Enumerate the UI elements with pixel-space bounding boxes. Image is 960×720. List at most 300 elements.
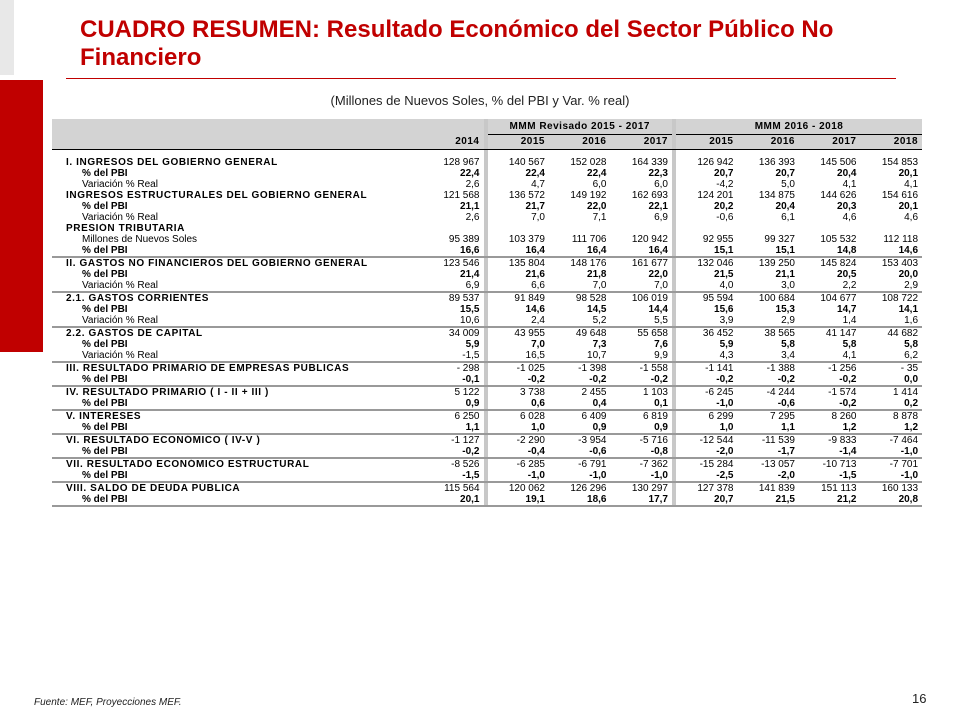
table-cell: 126 942 (697, 157, 734, 168)
table-row (52, 223, 922, 234)
table-cell: 15,6 (714, 304, 734, 315)
table-row (52, 292, 922, 304)
table-cell: 120 062 (508, 483, 545, 494)
row-label: % del PBI (82, 304, 128, 315)
table-cell: 3,9 (676, 315, 738, 327)
table-cell: 7,0 (549, 280, 611, 292)
table-cell: 0,6 (488, 398, 550, 410)
table-cell: 15,1 (738, 245, 800, 257)
table-cell: 20,8 (861, 494, 923, 506)
table-cell: -1 141 (705, 363, 734, 374)
table-cell: 6,9 (654, 212, 668, 223)
table-cell: 14,4 (648, 304, 668, 315)
table-cell: 4,1 (799, 350, 861, 362)
table-cell: 1,4 (799, 315, 861, 327)
table-cell: 22,0 (587, 201, 607, 212)
table-cell: 154 616 (881, 190, 919, 201)
table-cell: 144 626 (820, 190, 857, 201)
table-cell (611, 223, 673, 234)
table-cell: 115 564 (444, 483, 480, 494)
table-cell: 15,5 (460, 304, 480, 315)
row-label: IV. RESULTADO PRIMARIO ( I - II + III ) (66, 387, 269, 398)
table-cell: 20,4 (837, 168, 857, 179)
table-cell: 44 682 (887, 328, 919, 339)
table-cell: 0,4 (549, 398, 611, 410)
table-cell: -1 388 (766, 363, 795, 374)
table-cell: 20,1 (898, 201, 919, 212)
table-cell: -0,8 (611, 446, 673, 458)
row-label: % del PBI (52, 470, 422, 482)
table-cell: 5,9 (465, 339, 480, 350)
table-cell: 99 327 (764, 234, 795, 245)
table-subtitle: (Millones de Nuevos Soles, % del PBI y Var. % real) (330, 93, 630, 108)
top-decor-strip (0, 0, 14, 75)
year-header: 2014 (422, 134, 484, 149)
table-cell: 0,2 (861, 398, 923, 410)
table-cell: 145 506 (820, 157, 857, 168)
table-cell: -0,6 (738, 398, 800, 410)
table-cell: 152 028 (570, 157, 607, 168)
table-cell: 7,3 (592, 339, 607, 350)
table-cell: - 35 (900, 363, 919, 374)
row-label: II. GASTOS NO FINANCIEROS DEL GOBIERNO GENERAL (66, 258, 368, 269)
table-cell: 18,6 (549, 494, 611, 506)
table-cell: -2,0 (738, 470, 800, 482)
table-cell: 20,1 (898, 168, 919, 179)
table-cell: 3,0 (738, 280, 800, 292)
table-cell: - 298 (456, 363, 480, 374)
table-cell: 6,9 (422, 280, 484, 292)
table-cell: 34 009 (448, 328, 480, 339)
table-cell: 4,6 (842, 212, 857, 223)
table-cell: 2,2 (799, 280, 861, 292)
table-row (52, 458, 922, 470)
table-row (52, 339, 922, 350)
table-cell: 14,8 (799, 245, 861, 257)
table-cell: 5,9 (719, 339, 734, 350)
table-row (52, 374, 922, 386)
table-cell: -1,0 (861, 470, 923, 482)
table-cell: 3 738 (519, 387, 545, 398)
table-body (52, 157, 922, 506)
table-cell: 21,4 (460, 269, 480, 280)
table-cell: -1 398 (578, 363, 607, 374)
table-cell: -1,4 (799, 446, 861, 458)
table-cell: 7 295 (769, 411, 795, 422)
year-header: 2015 (676, 134, 738, 149)
table-cell: 111 706 (571, 234, 607, 245)
table-cell: 6,1 (781, 212, 795, 223)
table-cell: 2,9 (861, 280, 923, 292)
table-cell: 1,2 (799, 422, 861, 434)
table-cell: -1,7 (738, 446, 800, 458)
row-label: % del PBI (82, 168, 128, 179)
table-cell: -0,2 (549, 374, 611, 386)
row-label: % del PBI (52, 398, 422, 410)
table-cell: 21,5 (714, 269, 734, 280)
table-cell: 164 339 (631, 157, 668, 168)
table-cell: 130 297 (631, 483, 668, 494)
table-cell: -0,2 (738, 374, 800, 386)
table-cell: -4,2 (716, 179, 734, 190)
slide-title: CUADRO RESUMEN: Resultado Económico del Sector Público No Financiero (80, 16, 834, 71)
table-cell: 21,6 (525, 269, 545, 280)
table-cell: 0,1 (611, 398, 673, 410)
table-cell: 100 684 (758, 293, 795, 304)
table-cell (422, 223, 484, 234)
table-cell: 36 452 (702, 328, 734, 339)
table-cell: 15,3 (775, 304, 795, 315)
table-cell: 1,1 (738, 422, 800, 434)
table-row (52, 327, 922, 339)
table-cell: -8 526 (451, 459, 480, 470)
table-cell: 4,0 (676, 280, 738, 292)
row-label: % del PBI (82, 339, 128, 350)
table-cell: -1,0 (676, 398, 738, 410)
table-cell: 95 389 (448, 234, 480, 245)
table-cell: 1,0 (676, 422, 738, 434)
table-cell: 15,1 (676, 245, 738, 257)
year-header: 2017 (611, 134, 673, 149)
table-cell: -1,5 (422, 470, 484, 482)
table-cell: 89 537 (448, 293, 480, 304)
table-cell: 98 528 (575, 293, 607, 304)
table-row (52, 386, 922, 398)
table-cell: 6,6 (488, 280, 550, 292)
table-cell: 14,6 (861, 245, 923, 257)
row-label: 2.2. GASTOS DE CAPITAL (66, 328, 203, 339)
table-cell: 10,7 (549, 350, 611, 362)
table-row (52, 434, 922, 446)
table-cell: 4,7 (531, 179, 545, 190)
table-cell: 20,7 (676, 494, 738, 506)
row-label: % del PBI (52, 494, 422, 506)
table-cell: 3,4 (738, 350, 800, 362)
table-cell: -1 025 (516, 363, 545, 374)
table-cell: 20,4 (775, 201, 795, 212)
table-cell: 5,2 (549, 315, 611, 327)
header-blank (52, 134, 422, 149)
row-label: VI. RESULTADO ECONÓMICO ( IV-V ) (66, 435, 261, 446)
table-cell: -4 244 (766, 387, 795, 398)
table-cell: 49 648 (575, 328, 607, 339)
table-cell: 162 693 (631, 190, 668, 201)
table-cell: -1 256 (828, 363, 857, 374)
table-cell: 20,0 (898, 269, 919, 280)
table-cell: -0,2 (488, 374, 550, 386)
table-cell: -1,0 (549, 470, 611, 482)
table-cell: 41 147 (825, 328, 857, 339)
table-cell: -0,2 (799, 398, 861, 410)
table-cell: -6 791 (578, 459, 607, 470)
table-cell: 4,3 (676, 350, 738, 362)
table-cell: -0,2 (422, 446, 484, 458)
table-row (52, 269, 922, 280)
year-header: 2016 (738, 134, 800, 149)
table-row (52, 350, 922, 362)
table-cell: -1,5 (799, 470, 861, 482)
table-cell: 43 955 (514, 328, 545, 339)
table-cell: 20,3 (837, 201, 857, 212)
table-cell: 132 046 (697, 258, 734, 269)
row-label: V. INTERESES (66, 411, 142, 422)
table-cell: 136 572 (508, 190, 545, 201)
table-cell: 8 260 (831, 411, 857, 422)
table-cell: 141 839 (758, 483, 795, 494)
table-cell: 14,1 (898, 304, 919, 315)
table-cell: 6 299 (708, 411, 734, 422)
table-cell: 55 658 (637, 328, 668, 339)
table-cell: 10,6 (422, 315, 484, 327)
table-row (52, 398, 922, 410)
table-cell: 2,6 (465, 179, 480, 190)
table-cell: 153 403 (881, 258, 919, 269)
table-cell: 126 296 (570, 483, 607, 494)
table-row (52, 494, 922, 506)
table-row (52, 168, 922, 179)
table-cell: 5,0 (781, 179, 795, 190)
table-cell: 4,6 (904, 212, 919, 223)
page-number: 16 (912, 691, 927, 706)
table-cell: 7,0 (531, 339, 545, 350)
table-cell: 108 722 (881, 293, 919, 304)
row-label: Variación % Real (52, 280, 422, 292)
table-row (52, 482, 922, 494)
table-cell: 2,4 (488, 315, 550, 327)
row-label: % del PBI (52, 245, 422, 257)
row-label: Variación % Real (82, 212, 158, 223)
table-cell: -5 716 (639, 435, 668, 446)
table-cell: 0,0 (861, 374, 923, 386)
table-cell: 0,9 (549, 422, 611, 434)
table-cell: -0,2 (611, 374, 673, 386)
table-cell: -1 574 (828, 387, 857, 398)
table-cell: 6 819 (642, 411, 668, 422)
row-label: INGRESOS ESTRUCTURALES DEL GOBIERNO GENERAL (66, 190, 368, 201)
row-label: VII. RESULTADO ECONÓMICO ESTRUCTURAL (66, 459, 310, 470)
summary-table (52, 119, 922, 507)
table-cell: -0,1 (422, 374, 484, 386)
table-cell: 5,8 (904, 339, 919, 350)
table-cell: 92 955 (702, 234, 734, 245)
table-row (52, 315, 922, 327)
table-cell: 6 028 (519, 411, 545, 422)
table-cell: 20,7 (775, 168, 795, 179)
table-cell: 14,5 (587, 304, 607, 315)
table-cell: 2,9 (738, 315, 800, 327)
row-label: I. INGRESOS DEL GOBIERNO GENERAL (66, 157, 278, 168)
row-label: III. RESULTADO PRIMARIO DE EMPRESAS PÚBLICAS (66, 363, 350, 374)
table-row (52, 280, 922, 292)
table-row (52, 201, 922, 212)
table-cell: 103 379 (508, 234, 545, 245)
table-cell: 22,1 (648, 201, 668, 212)
table-row (52, 157, 922, 168)
table-cell: 128 967 (443, 157, 480, 168)
table-cell: -15 284 (699, 459, 734, 470)
table-cell: 5,8 (781, 339, 795, 350)
table-cell: 135 804 (508, 258, 545, 269)
row-label: 2.1. GASTOS CORRIENTES (66, 293, 210, 304)
table-cell: 124 201 (697, 190, 734, 201)
table-cell: 0,9 (611, 422, 673, 434)
row-label: % del PBI (52, 446, 422, 458)
table-cell: -7 701 (889, 459, 919, 470)
title-divider (66, 78, 896, 79)
table-cell: 21,7 (525, 201, 545, 212)
table-cell: -0,2 (676, 374, 738, 386)
table-cell: -0,6 (716, 212, 734, 223)
table-cell: 120 942 (631, 234, 668, 245)
group-header-mmm-revisado: MMM Revisado 2015 - 2017 (488, 119, 673, 134)
table-cell: -13 057 (761, 459, 795, 470)
table-row (52, 257, 922, 269)
table-row (52, 234, 922, 245)
year-header: 2016 (549, 134, 611, 149)
row-label: % del PBI (52, 374, 422, 386)
table-cell (549, 223, 611, 234)
table-cell: 148 176 (570, 258, 607, 269)
table-cell: -1,0 (611, 470, 673, 482)
table-cell: 1 414 (893, 387, 919, 398)
table-cell: 22,4 (525, 168, 545, 179)
table-cell: 21,5 (738, 494, 800, 506)
table-row (52, 422, 922, 434)
table-cell: 105 532 (820, 234, 857, 245)
table-cell: 14,6 (525, 304, 545, 315)
table-cell: 20,5 (837, 269, 857, 280)
spacer-row (52, 149, 922, 157)
red-accent-bar (0, 80, 43, 352)
table-cell: 1,0 (488, 422, 550, 434)
table-cell: 21,8 (587, 269, 607, 280)
table-cell: -0,6 (549, 446, 611, 458)
table-row (52, 179, 922, 190)
row-label: % del PBI (82, 201, 128, 212)
table-cell: -2 290 (516, 435, 545, 446)
table-cell: 16,4 (488, 245, 550, 257)
table-cell: 6 409 (581, 411, 607, 422)
table-cell: 8 878 (893, 411, 919, 422)
table-cell: -1,0 (488, 470, 550, 482)
table-cell: 106 019 (631, 293, 668, 304)
row-label: % del PBI (52, 422, 422, 434)
table-cell: -9 833 (828, 435, 857, 446)
table-cell: -10 713 (822, 459, 857, 470)
table-cell: 123 546 (443, 258, 480, 269)
table-cell: 20,7 (714, 168, 734, 179)
table-cell: 16,6 (422, 245, 484, 257)
table-cell: 16,4 (611, 245, 673, 257)
table-cell: 134 875 (758, 190, 795, 201)
table-cell: 121 568 (443, 190, 480, 201)
table-cell: 22,0 (648, 269, 668, 280)
group-header-mmm-2016: MMM 2016 - 2018 (676, 119, 922, 134)
table-cell: -6 285 (516, 459, 545, 470)
table-cell: 21,1 (775, 269, 795, 280)
table-cell: 154 853 (881, 157, 919, 168)
table-cell: 2,6 (465, 212, 480, 223)
table-cell: -2,0 (676, 446, 738, 458)
table-cell: 1,1 (422, 422, 484, 434)
table-row (52, 245, 922, 257)
table-cell: 20,1 (422, 494, 484, 506)
table-row (52, 362, 922, 374)
table-cell: 91 849 (514, 293, 545, 304)
row-label: Variación % Real (52, 315, 422, 327)
table-cell (738, 223, 800, 234)
table-cell: 1,6 (861, 315, 923, 327)
table-cell: 6,2 (861, 350, 923, 362)
table-cell: 160 133 (881, 483, 919, 494)
table-row (52, 410, 922, 422)
table-cell: 136 393 (758, 157, 795, 168)
year-header: 2017 (799, 134, 861, 149)
table-cell: 161 677 (631, 258, 668, 269)
table-cell: 17,7 (611, 494, 673, 506)
table-cell: -1 127 (451, 435, 480, 446)
header-blank (52, 119, 422, 134)
table-cell (488, 223, 550, 234)
table-cell: -11 539 (761, 435, 795, 446)
table-cell: 6,0 (592, 179, 607, 190)
table-cell: 7,0 (611, 280, 673, 292)
table-cell: 4,1 (904, 179, 919, 190)
table-cell: 5,8 (842, 339, 857, 350)
table-cell: -0,2 (799, 374, 861, 386)
table-cell: -1,0 (861, 446, 923, 458)
table-cell: 22,4 (587, 168, 607, 179)
table-cell: -1,5 (422, 350, 484, 362)
table-row (52, 304, 922, 315)
table-row (52, 212, 922, 223)
row-label: Variación % Real (52, 350, 422, 362)
row-label: Variación % Real (82, 179, 158, 190)
table-cell: -7 362 (639, 459, 668, 470)
table-cell: 20,2 (714, 201, 734, 212)
table-cell: 22,3 (648, 168, 668, 179)
table-cell: 14,7 (837, 304, 857, 315)
group-header-row (52, 119, 922, 134)
table-cell: 6,0 (654, 179, 668, 190)
table-cell: -12 544 (699, 435, 734, 446)
table-cell: -3 954 (578, 435, 607, 446)
table-cell: 139 250 (758, 258, 795, 269)
table-cell: 7,6 (654, 339, 668, 350)
table-cell: 21,1 (460, 201, 480, 212)
table-cell: 9,9 (611, 350, 673, 362)
table-row (52, 470, 922, 482)
table-cell: -7 464 (889, 435, 919, 446)
row-label: VIII. SALDO DE DEUDA PÚBLICA (66, 483, 241, 494)
table-cell (676, 223, 738, 234)
table-cell: 2 455 (581, 387, 607, 398)
table-cell: 19,1 (488, 494, 550, 506)
table-cell: 112 118 (883, 234, 919, 245)
table-cell: 16,4 (549, 245, 611, 257)
table-cell: 4,1 (842, 179, 857, 190)
table-cell: 104 677 (820, 293, 857, 304)
table-cell: 145 824 (820, 258, 857, 269)
table-cell (861, 223, 923, 234)
table-cell: 5 122 (454, 387, 480, 398)
table-cell: 16,5 (488, 350, 550, 362)
table-cell: 38 565 (764, 328, 795, 339)
table-cell: 22,4 (460, 168, 480, 179)
header-blank (422, 119, 484, 134)
table-cell: 1 103 (642, 387, 668, 398)
table-cell: 151 113 (821, 483, 857, 494)
